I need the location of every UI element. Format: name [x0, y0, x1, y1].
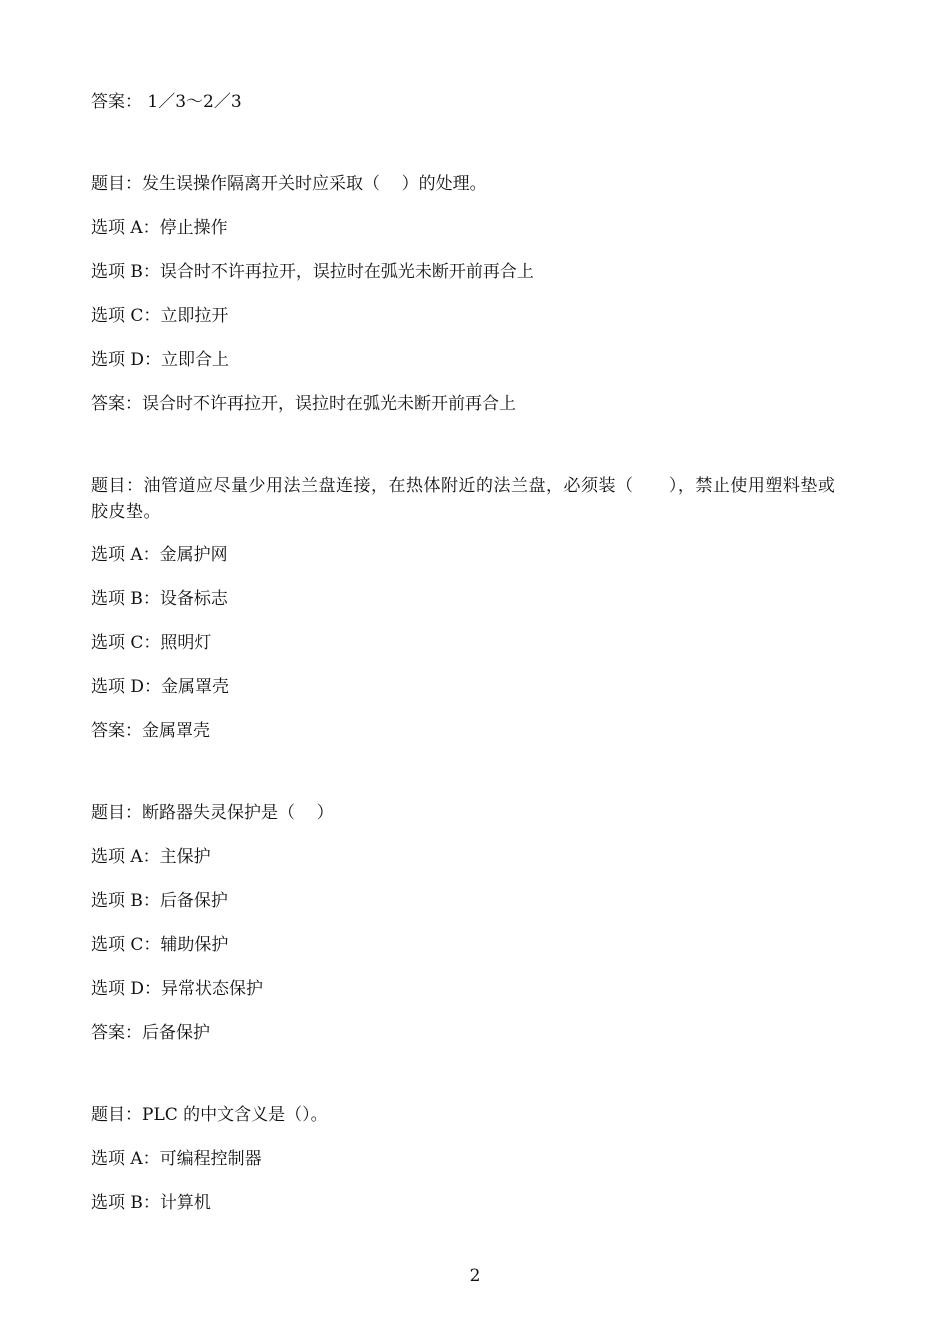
- question-4-option-b: 选项 B：计算机: [91, 1193, 211, 1213]
- previous-answer: 答案： 1／3～2／3: [91, 92, 242, 112]
- question-2-option-d: 选项 D：金属罩壳: [91, 677, 230, 697]
- question-3-option-b: 选项 B：后备保护: [91, 891, 228, 911]
- question-3-text: 题目：断路器失灵保护是（ ）: [91, 803, 334, 823]
- question-2-answer: 答案：金属罩壳: [91, 721, 210, 741]
- question-1-option-c: 选项 C：立即拉开: [91, 306, 229, 326]
- question-1-option-b: 选项 B：误合时不许再拉开，误拉时在弧光未断开前再合上: [91, 262, 534, 282]
- question-3-option-d: 选项 D：异常状态保护: [91, 979, 264, 999]
- question-4-text: 题目：PLC 的中文含义是（）。: [91, 1105, 328, 1125]
- question-2-text: 题目：油管道应尽量少用法兰盘连接，在热体附近的法兰盘，必须装（ ），禁止使用塑料垫或胶皮垫。: [91, 476, 836, 522]
- page-number: 2: [469, 1266, 481, 1286]
- question-2-option-c: 选项 C：照明灯: [91, 633, 212, 653]
- question-3-answer: 答案：后备保护: [91, 1023, 210, 1043]
- question-3-option-a: 选项 A：主保护: [91, 847, 211, 867]
- question-1-option-a: 选项 A：停止操作: [91, 218, 228, 238]
- question-4-option-a: 选项 A：可编程控制器: [91, 1149, 262, 1169]
- question-3-option-c: 选项 C：辅助保护: [91, 935, 229, 955]
- question-1-option-d: 选项 D：立即合上: [91, 350, 230, 370]
- question-2-option-b: 选项 B：设备标志: [91, 589, 228, 609]
- question-2-option-a: 选项 A：金属护网: [91, 545, 228, 565]
- question-1-answer: 答案：误合时不许再拉开，误拉时在弧光未断开前再合上: [91, 394, 516, 414]
- question-1-text: 题目：发生误操作隔离开关时应采取（ ）的处理。: [91, 174, 487, 194]
